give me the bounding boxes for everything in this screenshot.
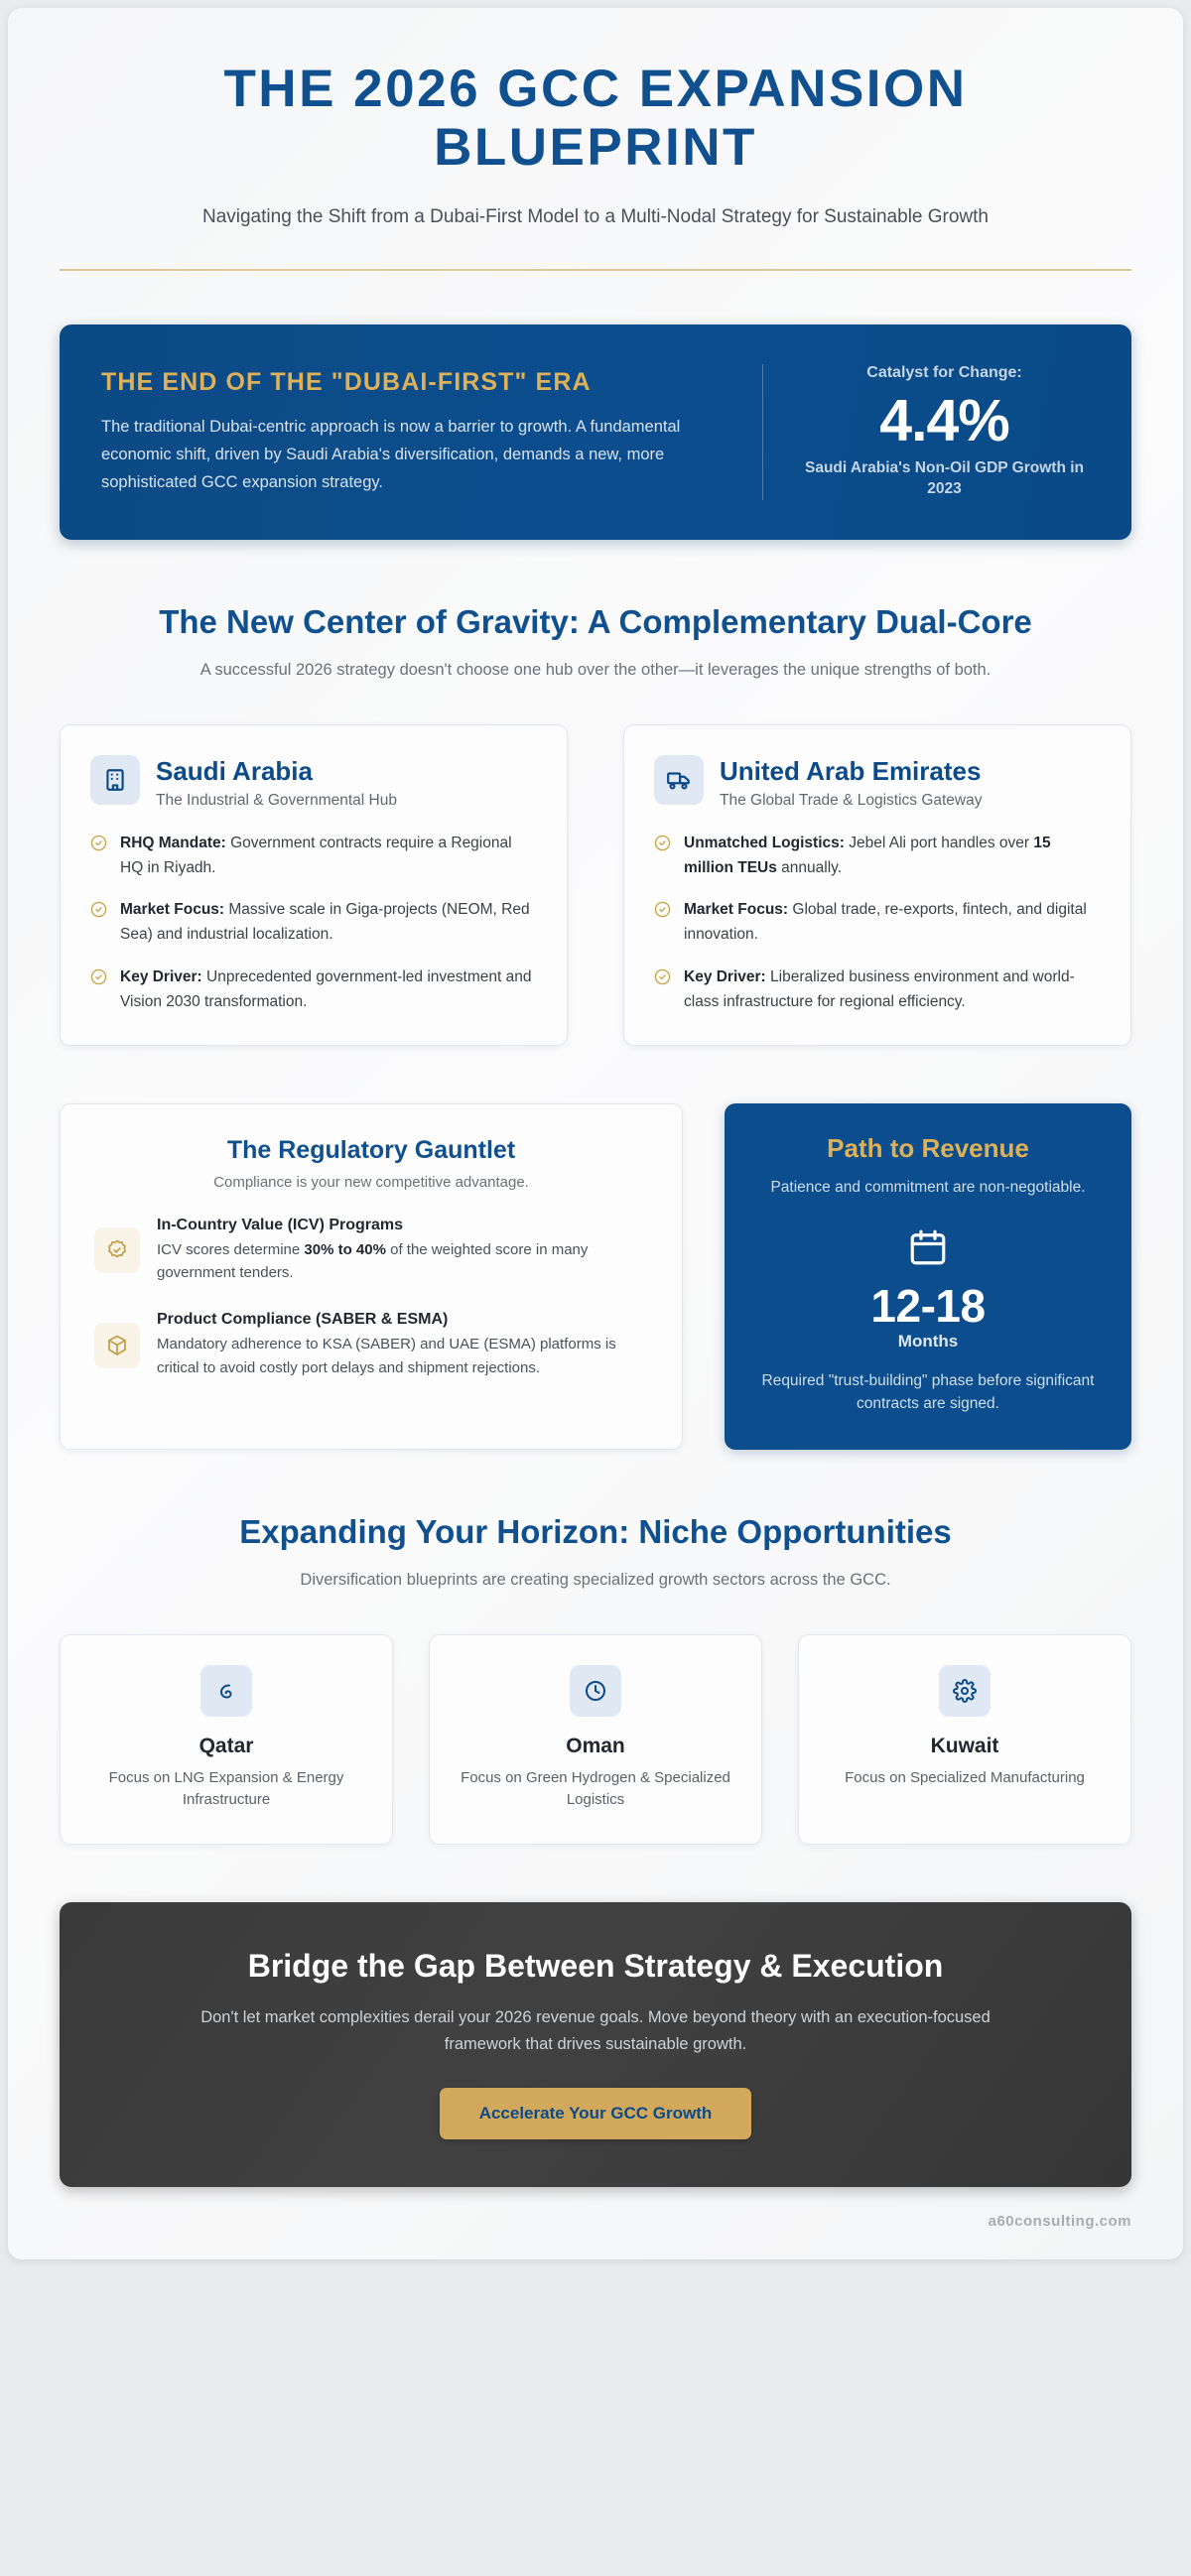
bullet-text <box>684 898 1101 948</box>
bullet-label: Unmatched Logistics: <box>684 834 845 851</box>
path-unit: Months <box>897 1332 959 1352</box>
bullet-label: Market Focus: <box>120 901 225 919</box>
building-icon <box>90 755 140 805</box>
regulatory-item-title: In-Country Value (ICV) Programs <box>157 1216 404 1233</box>
reg-body-pre: Mandatory adherence to KSA (SABER) and UAE (ESMA) platforms is critical to avoid costly port delays and shipment rejections. <box>157 1335 616 1376</box>
list-item <box>94 1217 648 1285</box>
hero-text-block <box>101 368 762 497</box>
bullet-body: Massive scale in Giga-projects (NEOM, Red Sea) and industrial localization. <box>120 901 530 944</box>
regulatory-item-body <box>157 1333 648 1379</box>
list-item <box>654 832 1101 881</box>
header-divider <box>60 269 1131 271</box>
bullet-text <box>120 832 537 881</box>
list-item <box>654 898 1101 948</box>
list-item <box>90 832 537 881</box>
section-subtitle: Diversification blueprints are creating specialized growth sectors across the GCC. <box>300 1570 891 1589</box>
hub-name: Saudi Arabia <box>156 756 313 787</box>
calendar-icon <box>758 1226 1098 1268</box>
hub-title-block <box>720 755 983 810</box>
hub-card-united-arab-emirates <box>623 724 1131 1045</box>
reg-body-emphasis: 30% to 40% <box>304 1240 386 1258</box>
regulatory-item-title: Product Compliance (SABER & ESMA) <box>157 1310 449 1328</box>
cta-body: Don't let market complexities derail your 2026 revenue goals. Move beyond theory with an execution-focused framework that drives sustainable growth. <box>200 2007 991 2053</box>
dual-core-section <box>60 601 1131 2187</box>
hub-bullet-list <box>90 832 537 1015</box>
hub-bullet-list <box>654 832 1101 1015</box>
hero-eyebrow: THE END OF THE "DUBAI-FIRST" ERA <box>101 367 592 396</box>
regulatory-path-row <box>60 1103 1131 1450</box>
bullet-body: Unprecedented government-led investment and Vision 2030 transformation. <box>120 967 532 1010</box>
check-circle-icon <box>90 968 107 985</box>
bullet-body: Jebel Ali port handles over <box>844 834 1034 851</box>
check-circle-icon <box>654 901 671 918</box>
hub-header <box>654 755 1101 810</box>
clock-icon <box>570 1665 621 1717</box>
niche-card-grid <box>60 1634 1131 1845</box>
regulatory-item-text <box>157 1311 648 1379</box>
dual-core-heading <box>60 601 1131 683</box>
bullet-text <box>120 898 537 948</box>
bullet-label: Market Focus: <box>684 901 789 919</box>
gear-icon <box>939 1665 991 1717</box>
infographic-page <box>8 8 1183 2259</box>
path-value: 12-18 <box>870 1279 986 1332</box>
accelerate-growth-button[interactable]: Accelerate Your GCC Growth <box>440 2088 752 2139</box>
niche-card-qatar <box>60 1634 393 1845</box>
stat-value: 4.4% <box>879 388 1009 454</box>
cta-banner <box>60 1902 1131 2187</box>
section-title: Expanding Your Horizon: Niche Opportunities <box>239 1512 952 1550</box>
hub-card-saudi-arabia <box>60 724 568 1045</box>
stat-label: Catalyst for Change: <box>866 364 1022 382</box>
path-to-revenue-card <box>725 1103 1131 1450</box>
hub-card-grid <box>60 724 1131 1045</box>
regulatory-item-body <box>157 1238 648 1285</box>
hero-stat-block <box>762 364 1090 500</box>
list-item <box>94 1311 648 1379</box>
bullet-text <box>684 966 1101 1015</box>
check-circle-icon <box>654 835 671 851</box>
bullet-label: Key Driver: <box>120 967 202 985</box>
hero-card <box>60 324 1131 540</box>
page-title: THE 2026 GCC EXPANSION BLUEPRINT <box>223 60 968 178</box>
niche-card-oman <box>429 1634 762 1845</box>
bullet-text <box>120 966 537 1015</box>
truck-icon <box>654 755 704 805</box>
bullet-body: Global trade, re-exports, fintech, and digital innovation. <box>684 901 1087 944</box>
page-header <box>8 8 1183 271</box>
hero-body: The traditional Dubai-centric approach is now a barrier to growth. A fundamental economic shift, driven by Saudi Arabia's diversification, demands a new, more sophisticated GCC expansion strategy. <box>101 417 681 492</box>
reg-body-post: of the weighted score in many government tenders. <box>157 1240 589 1282</box>
hub-name: United Arab Emirates <box>720 756 982 787</box>
reg-body-pre: ICV scores determine <box>157 1240 305 1258</box>
hub-title-block <box>156 755 397 810</box>
niche-heading <box>60 1511 1131 1593</box>
niche-name: Qatar <box>198 1734 254 1757</box>
section-subtitle: A successful 2026 strategy doesn't choose one hub over the other—it leverages the unique strengths of both. <box>199 661 992 680</box>
list-item <box>90 898 537 948</box>
regulatory-item-text <box>157 1217 648 1285</box>
hub-header <box>90 755 537 810</box>
path-title: Path to Revenue <box>827 1132 1029 1163</box>
hub-tagline: The Global Trade & Logistics Gateway <box>720 791 983 809</box>
check-circle-icon <box>90 835 107 851</box>
bullet-emphasis: 15 million TEUs <box>684 834 1051 876</box>
page-subtitle: Navigating the Shift from a Dubai-First Model to a Multi-Nodal Strategy for Sustainable Growth <box>201 205 990 227</box>
section-title: The New Center of Gravity: A Complementary Dual-Core <box>159 603 1032 641</box>
hub-tagline: The Industrial & Governmental Hub <box>156 791 397 809</box>
path-note: Required "trust-building" phase before significant contracts are signed. <box>761 1372 1095 1413</box>
bullet-body: Liberalized business environment and world-class infrastructure for regional efficiency. <box>684 967 1075 1010</box>
badge-check-icon <box>94 1227 140 1273</box>
check-circle-icon <box>654 968 671 985</box>
regulatory-title: The Regulatory Gauntlet <box>226 1135 516 1164</box>
niche-name: Kuwait <box>930 1734 999 1757</box>
path-subtitle: Patience and commitment are non-negotiable. <box>770 1178 1086 1196</box>
check-circle-icon <box>90 901 107 918</box>
niche-description: Focus on Green Hydrogen & Specialized Logistics <box>461 1768 730 1809</box>
regulatory-gauntlet-card <box>60 1103 683 1450</box>
bullet-label: Key Driver: <box>684 967 766 985</box>
regulatory-subtitle: Compliance is your new competitive advantage. <box>213 1173 529 1191</box>
package-box-icon <box>94 1323 140 1368</box>
niche-description: Focus on Specialized Manufacturing <box>845 1768 1085 1786</box>
bullet-text <box>684 832 1101 881</box>
bullet-label: RHQ Mandate: <box>120 834 226 851</box>
footer-attribution: a60consulting.com <box>988 2213 1131 2230</box>
bullet-body: Government contracts require a Regional HQ in Riyadh. <box>120 834 512 876</box>
list-item <box>654 966 1101 1015</box>
list-item <box>90 966 537 1015</box>
niche-name: Oman <box>566 1734 625 1757</box>
stat-sublabel: Saudi Arabia's Non-Oil GDP Growth in 2023 <box>805 459 1084 498</box>
flame-drop-icon <box>200 1665 252 1717</box>
bullet-body-tail: annually. <box>776 858 843 876</box>
niche-description: Focus on LNG Expansion & Energy Infrastructure <box>108 1768 344 1809</box>
cta-title: Bridge the Gap Between Strategy & Execution <box>247 1947 944 1984</box>
niche-card-kuwait <box>798 1634 1131 1845</box>
